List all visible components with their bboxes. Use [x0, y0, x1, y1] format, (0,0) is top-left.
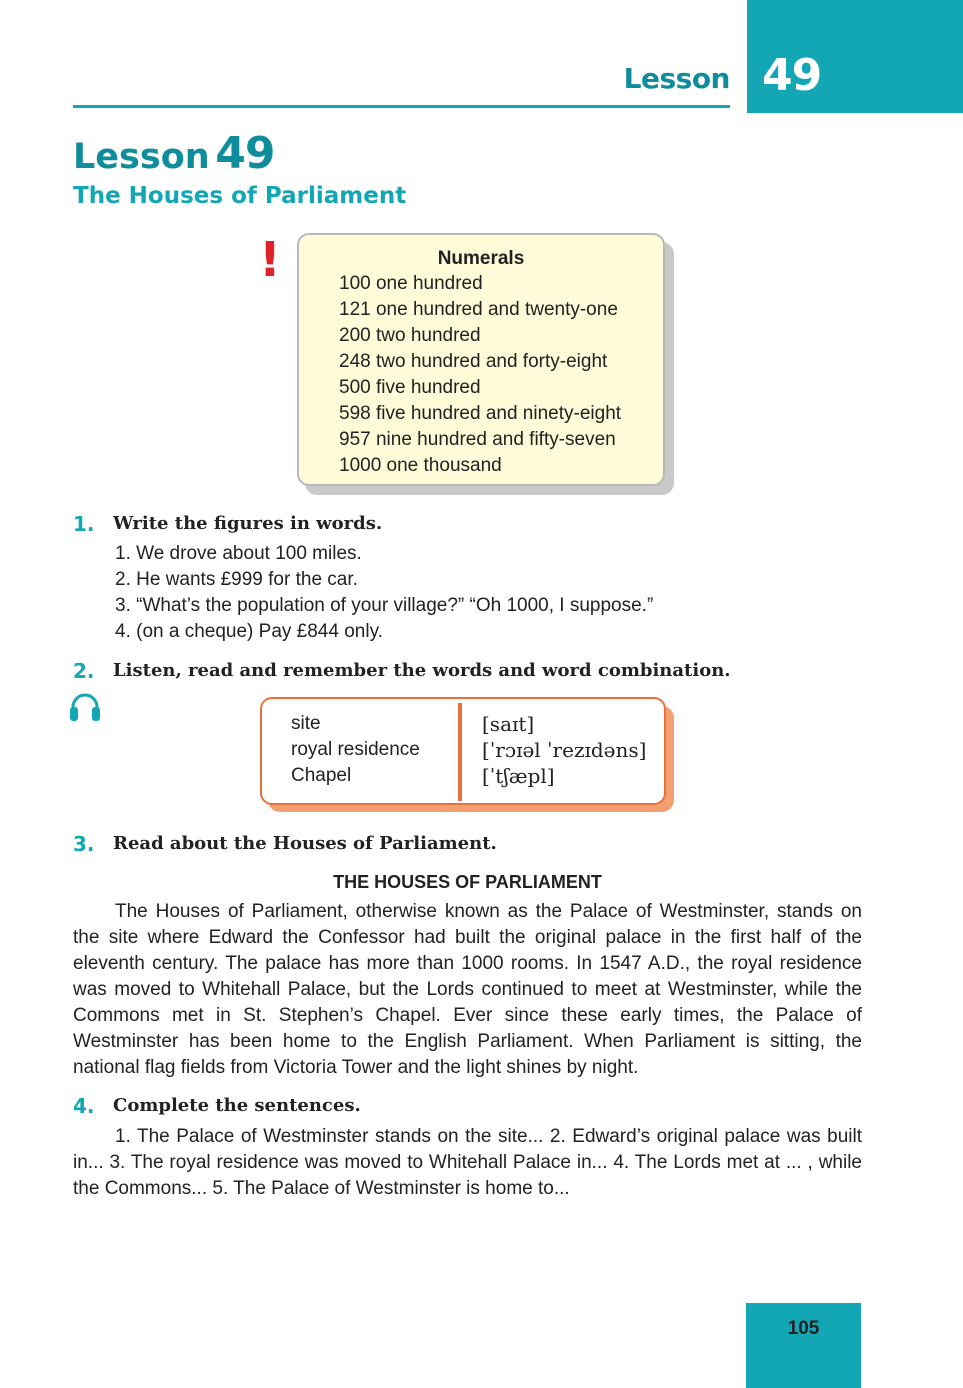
vocabulary-word: site	[291, 713, 321, 734]
vocabulary-word: Chapel	[291, 765, 352, 786]
vocabulary-transcription: [ˈrɔɪəl ˈrezɪdəns]	[482, 738, 647, 762]
page-title	[73, 128, 274, 179]
numeral-item: 100 one hundred	[339, 273, 483, 294]
exercise-1-number: 1.	[73, 512, 95, 536]
numerals-title: Numerals	[437, 248, 525, 269]
numeral-item: 248 two hundred and forty-eight	[339, 351, 608, 372]
numeral-item: 598 five hundred and ninety-eight	[339, 403, 622, 424]
vocabulary-box	[260, 697, 666, 805]
vocabulary-transcriptions	[482, 711, 646, 789]
exercise-4-paragraph: 1. The Palace of Westminster stands on the site... 2. Edward’s original palace was built in... 3. The royal residence was moved to Whitehall Palace in... 4. The Lords met at ... , while the Commons... 5. The Palace of Westminster is home to...	[73, 1126, 862, 1199]
numerals-box	[297, 233, 665, 486]
exercise-4-number: 4.	[73, 1094, 95, 1118]
exclamation-icon: !	[259, 232, 281, 288]
reading-paragraph: The Houses of Parliament, otherwise known as the Palace of Westminster, stands on the site where Edward the Confessor had built the original palace in the first half of the eleventh century. The palace has more than 1000 rooms. In 1547 A.D., the royal residence was moved to Whitehall Palace, but the Lords continued to meet at Westminster, while the Commons met in St. Stephen’s Chapel. Ever since these early times, the Palace of Westminster has been home to the English Parliament. When Parliament is sitting, the national flag fields from Victoria Tower and the light shines by night.	[73, 901, 862, 1078]
numeral-item: 121 one hundred and twenty-one	[339, 299, 618, 320]
numerals-list	[339, 271, 621, 479]
vocabulary-words	[291, 711, 420, 789]
title-number: 49	[215, 128, 275, 179]
exercise-3-number: 3.	[73, 832, 95, 856]
vocabulary-word: royal residence	[291, 739, 420, 760]
exercise-1-title: Write the figures in words.	[113, 513, 383, 534]
header-lesson-number: 49	[762, 50, 822, 101]
reading-title: THE HOUSES OF PARLIAMENT	[333, 872, 602, 892]
title-word: Lesson	[73, 137, 210, 177]
page-number-tab	[746, 1303, 861, 1388]
page-number: 105	[787, 1318, 820, 1339]
vocabulary-transcription: [saɪt]	[482, 712, 535, 736]
numeral-item: 500 five hundred	[339, 377, 481, 398]
exercise-4-title: Complete the sentences.	[113, 1095, 361, 1116]
exercise-1-item: 2. He wants £999 for the car.	[115, 569, 358, 590]
page-subtitle: The Houses of Parliament	[73, 183, 407, 209]
vocabulary-transcription: [ˈtʃæpl]	[482, 764, 555, 788]
numeral-item: 200 two hundred	[339, 325, 481, 346]
exercise-1-list	[115, 541, 653, 645]
vocabulary-divider	[458, 703, 462, 801]
numeral-item: 1000 one thousand	[339, 455, 502, 476]
exercise-2-number: 2.	[73, 659, 95, 683]
exercise-1-item: 3. “What’s the population of your village?” “Oh 1000, I suppose.”	[115, 595, 654, 616]
exercise-3-title: Read about the Houses of Parliament.	[113, 833, 497, 854]
header-lesson-label: Lesson	[623, 62, 730, 95]
headphones-icon[interactable]	[69, 692, 101, 722]
exercise-1-item: 4. (on a cheque) Pay £844 only.	[115, 621, 383, 642]
exercise-2-title: Listen, read and remember the words and word combination.	[113, 660, 731, 681]
exercise-1-item: 1. We drove about 100 miles.	[115, 543, 362, 564]
numeral-item: 957 nine hundred and fifty-seven	[339, 429, 616, 450]
header-rule	[73, 105, 730, 108]
